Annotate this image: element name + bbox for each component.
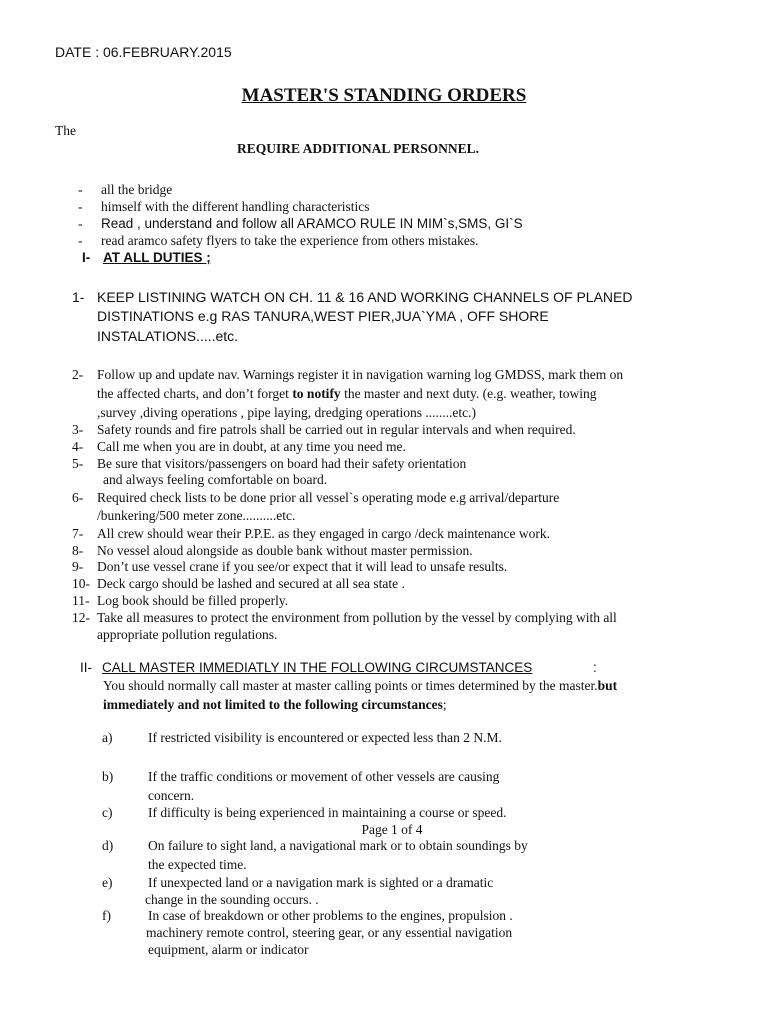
item-text: change in the sounding occurs. . (145, 892, 319, 907)
item-text: the expected time. (148, 857, 247, 872)
section-number: II- (80, 660, 92, 675)
bullet-dash: - (78, 233, 83, 248)
item-text: Call me when you are in doubt, at any time you need me. (97, 439, 406, 454)
section-title: CALL MASTER IMMEDIATLY IN THE FOLLOWING CIRCUMSTANCES (102, 660, 533, 675)
notify-emphasis: to notify (292, 386, 341, 401)
item-text: All crew should wear their P.P.E. as they engaged in cargo /deck maintenance work. (97, 526, 550, 541)
item-number: 6- (72, 490, 84, 505)
item-number: 8- (72, 543, 84, 558)
item-text: Deck cargo should be lashed and secured at all sea state . (97, 576, 405, 591)
item-text: machinery remote control, steering gear, or any essential navigation (146, 925, 513, 940)
item-text: If difficulty is being experienced in maintaining a course or speed. (148, 805, 507, 820)
item-text: If unexpected land or a navigation mark is sighted or a dramatic (148, 875, 494, 890)
item-number: 12- (72, 610, 90, 625)
intro-item-text: Read , understand and follow all ARAMCO RULE IN MIM`s,SMS, GI`S (101, 216, 523, 231)
item-number: 1- (72, 289, 85, 305)
item-text: ,survey ,diving operations , pipe laying, dredging operations ........etc.) (97, 405, 477, 420)
item-text: On failure to sight land, a navigational mark or to obtain soundings by (148, 838, 528, 853)
item-text: concern. (148, 788, 195, 803)
intro-the: The (55, 123, 76, 138)
item-letter: c) (102, 805, 113, 820)
item-text: Be sure that visitors/passengers on board had their safety orientation (97, 456, 467, 471)
section-title-colon: : (593, 660, 597, 675)
item-letter: d) (102, 838, 114, 853)
item-text: and always feeling comfortable on board. (103, 472, 328, 487)
item-text: If restricted visibility is encountered or expected less than 2 N.M. (148, 730, 502, 745)
item-text: equipment, alarm or indicator (148, 942, 309, 957)
section-title: AT ALL DUTIES ; (103, 250, 211, 265)
subtitle: REQUIRE ADDITIONAL PERSONNEL. (237, 141, 479, 156)
date-line: DATE : 06.FEBRUARY.2015 (55, 44, 232, 60)
item-text: Take all measures to protect the environment from pollution by the vessel by complying with all (97, 610, 617, 625)
item-text: Required check lists to be done prior all vessel`s operating mode e.g arrival/departure (97, 490, 560, 505)
bullet-dash: - (78, 216, 83, 231)
item-text: In case of breakdown or other problems to the engines, propulsion . (148, 908, 513, 923)
item-text: Don’t use vessel crane if you see/or expect that it will lead to unsafe results. (97, 559, 508, 574)
intro-line: You should normally call master at master calling points or times determined by the master.but (103, 678, 618, 693)
item-number: 2- (72, 367, 84, 382)
intro-item-text: all the bridge (101, 182, 173, 197)
item-text: Safety rounds and fire patrols shall be carried out in regular intervals and when required. (97, 422, 576, 437)
item-number: 4- (72, 439, 84, 454)
item-number: 5- (72, 456, 84, 471)
item-letter: f) (102, 908, 111, 923)
item-text: KEEP LISTINING WATCH ON CH. 11 & 16 AND WORKING CHANNELS OF PLANED (97, 289, 633, 305)
item-number: 3- (72, 422, 84, 437)
intro-line: immediately and not limited to the following circumstances; (103, 697, 447, 712)
item-number: 9- (72, 559, 84, 574)
bullet-dash: - (78, 199, 83, 214)
item-text: INSTALATIONS.....etc. (97, 328, 239, 344)
section-number: I- (82, 250, 91, 265)
item-text: the affected charts, and don’t forget to notify the master and next duty. (e.g. weather, towing (97, 386, 597, 401)
item-number: 10- (72, 576, 90, 591)
item-text: DISTINATIONS e.g RAS TANURA,WEST PIER,JUA`YMA , OFF SHORE (97, 308, 549, 324)
page-number: Page 1 of 4 (361, 822, 423, 837)
item-text: /bunkering/500 meter zone..........etc. (97, 508, 296, 523)
item-text: Follow up and update nav. Warnings register it in navigation warning log GMDSS, mark them on (97, 367, 624, 382)
item-letter: e) (102, 875, 113, 890)
item-letter: a) (102, 730, 113, 745)
bullet-dash: - (78, 182, 83, 197)
item-text: No vessel aloud alongside as double bank without master permission. (97, 543, 473, 558)
item-number: 11- (72, 593, 90, 608)
intro-item-text: read aramco safety flyers to take the experience from others mistakes. (101, 233, 479, 248)
item-text: Log book should be filled properly. (97, 593, 289, 608)
item-letter: b) (102, 769, 114, 784)
item-number: 7- (72, 526, 84, 541)
item-text: If the traffic conditions or movement of other vessels are causing (148, 769, 500, 784)
item-text: appropriate pollution regulations. (97, 627, 278, 642)
intro-item-text: himself with the different handling characteristics (101, 199, 370, 214)
page-title: MASTER'S STANDING ORDERS (241, 85, 527, 106)
